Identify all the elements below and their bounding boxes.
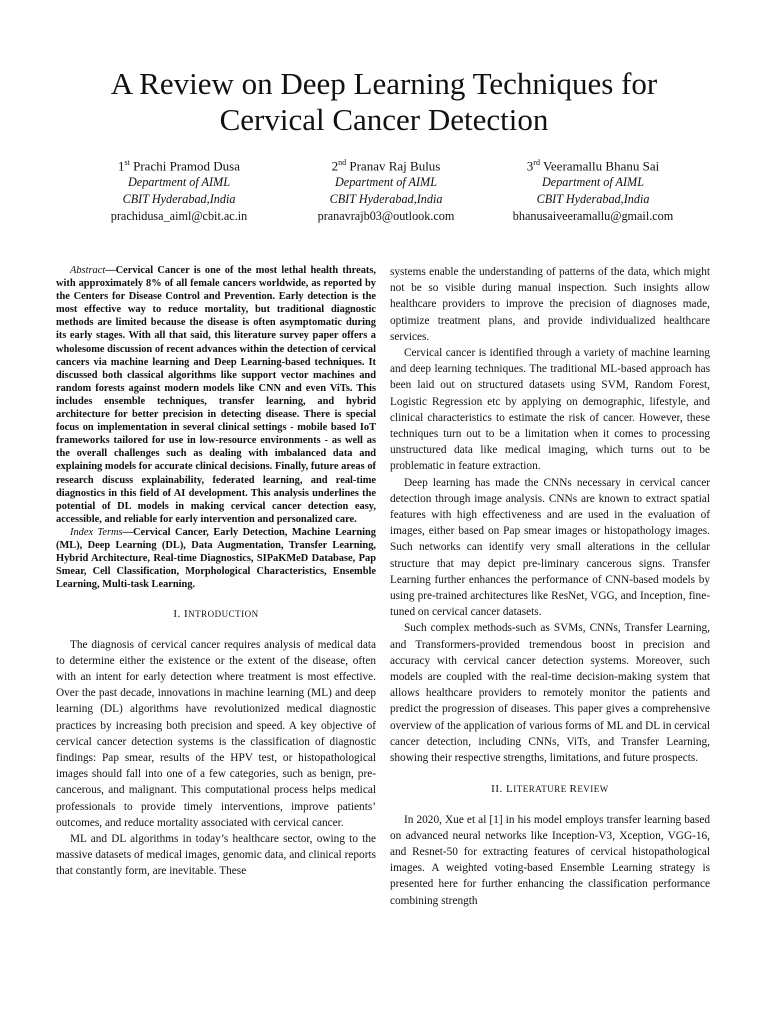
title-line-1: A Review on Deep Learning Techniques for bbox=[110, 66, 658, 101]
author-2 bbox=[283, 154, 489, 225]
abstract bbox=[56, 264, 376, 526]
author-3 bbox=[490, 154, 696, 225]
left-column bbox=[56, 264, 376, 880]
heading-numeral: II. L bbox=[491, 783, 514, 796]
title-line-2: Cervical Cancer Detection bbox=[219, 102, 549, 137]
heading-smallcaps-2: EVIEW bbox=[577, 784, 609, 795]
author-department: Department of AIML bbox=[127, 175, 230, 190]
author-name: Pranav Raj Bulus bbox=[349, 158, 441, 174]
author-institution: CBIT Hyderabad,India bbox=[122, 192, 236, 207]
index-terms bbox=[56, 526, 376, 591]
intro-paragraph-5: Deep learning has made the CNNs necessary in cervical cancer detection through image analysis. CNNs are known to extract spatial features with high effectiveness and are used in the evaluation of images, either based on Pap smear images or histopathology images. Such networks can identify very small alterations in the cellular structure that may depict pre-liminary cancerous signs. Transfer Learning further enhances the performance of CNN-based models by using pre-trained architectures like ResNet, VGG, and Inception, fine-tuned on cervical cancer datasets. bbox=[390, 476, 710, 619]
author-ordinal-suffix: st bbox=[124, 158, 130, 167]
index-terms-label: Index Terms bbox=[70, 526, 123, 538]
author-ordinal-suffix: nd bbox=[338, 158, 347, 167]
right-column bbox=[390, 264, 710, 909]
literature-paragraph-1: In 2020, Xue et al [1] in his model employs transfer learning based on advanced neural networks like Inception-V3, Xception, VGG-16, and Resnet-50 for extracting features of cervical histopathological images. A weighted voting-based Ensemble Learning strategy is presented here for further enhancing the classification performance combining strength bbox=[390, 813, 710, 907]
author-ordinal: 3 bbox=[526, 158, 534, 174]
intro-paragraph-2: ML and DL algorithms in today’s healthcare sector, owing to the massive datasets of medical images, genomic data, and clinical reports that constantly form, are inevitable. These bbox=[56, 832, 376, 878]
author-name: Veeramallu Bhanu Sai bbox=[542, 158, 660, 174]
heading-smallcaps: ITERATURE bbox=[513, 784, 570, 795]
author-email: bhanusaiveeramallu@gmail.com bbox=[512, 209, 674, 224]
author-ordinal-suffix: rd bbox=[533, 158, 540, 167]
index-terms-text: —Cervical Cancer, Early Detection, Machine Learning (ML), Deep Learning (DL), Data Augmentation, Transfer Learning, Hybrid Architecture, Real-time Diagnostics, SIPaKMeD Database, Pap Smear, Cell Classification, Morphological Characteristics, Ensemble Learning, Multi-task Learning. bbox=[56, 526, 376, 591]
abstract-label: Abstract bbox=[70, 265, 106, 276]
section-heading-introduction bbox=[56, 606, 376, 622]
author-department: Department of AIML bbox=[334, 175, 437, 190]
author-ordinal: 1 bbox=[118, 158, 125, 174]
author-department: Department of AIML bbox=[541, 175, 644, 190]
intro-paragraph-4: Cervical cancer is identified through a variety of machine learning and deep learning techniques. The traditional ML-based approach has been laid out on structured datasets using SVM, Random Forest, Logistic Regression etc by applying on demographic, lifestyle, and clinical characteristics to estimate the risk of cancer. However, these techniques turn out to be a limitation when it comes to processing unstructured data like medical imaging, which turns out to be problematic in feature extraction. bbox=[390, 347, 710, 473]
heading-capital: R bbox=[569, 783, 578, 796]
heading-smallcaps: NTRODUCTION bbox=[188, 609, 259, 620]
intro-paragraph-1: The diagnosis of cervical cancer requires analysis of medical data to determine either the existence or the extent of the disease, often with an intent for early detection where treatment is most effective. Over the past decade, innovations in machine learning (ML) and deep learning (DL) algorithms have revolutionized medical diagnostic practices by increasing both precision and speed. A key objective of cervical cancer detection systems is the classification of diagnostic findings: Pap smear, results of the HPV test, or histopathological images should fall into one of a few categories, such as benign, pre-cancerous, and malignant. This computational process helps medical professionals to provide timely interventions, improve patients’ outcomes, and reduce mortality associated with cervical cancer. bbox=[56, 638, 376, 829]
author-1 bbox=[76, 154, 282, 225]
author-institution: CBIT Hyderabad,India bbox=[536, 192, 650, 207]
paper-title bbox=[0, 66, 768, 138]
author-ordinal: 2 bbox=[331, 158, 339, 174]
author-email: pranavrajb03@outlook.com bbox=[317, 209, 455, 224]
abstract-text: —Cervical Cancer is one of the most lethal health threats, with approximately 8% of all female cancers worldwide, as reported by the Centers for Disease Control and Prevention. Early detection is the most effective way to reduce mortality, but traditional diagnostic methods are limited because the disease is often asymptomatic during its early stages. With all that said, this literature survey paper offers a wholesome discussion of recent advances within the detection of cervical cancers via machine learning and Deep Learning-based techniques. It discussed both classical algorithms like support vector machines and random forests against modern models like CNN and even ViTs. This includes ensemble techniques, transfer learning, and hybrid architecture for better precision in detecting disease. There is special focus on implementation in several clinical settings - mobile based IoT frameworks tailored for use in low-resource environments - as well as the overall challenges such as dealing with imbalanced data and explaining models for accurate clinical decisions. Finally, future areas of research discuss explainability, federated learning, and real-time diagnostics in this field of AI development. This analysis underlines the potential of DL models in making cervical cancer detection easy, accessible, and reliable for early intervention and personalized care. bbox=[56, 265, 376, 525]
intro-paragraph-3: systems enable the understanding of patterns of the data, which might not be so visible during manual inspection. Such insights allow healthcare providers to improve the precision of diagnoses made, optimize treatment plans, and provide individualized healthcare services. bbox=[390, 266, 710, 343]
author-name: Prachi Pramod Dusa bbox=[133, 158, 240, 174]
intro-paragraph-6: Such complex methods-such as SVMs, CNNs, Transfer Learning, and Transformers-provided tremendous boost in precision and accuracy with cervical cancer detection systems. Moreover, such models are coupled with the real-time decision-making system that allows healthcare providers to remotely monitor the patients and predict the progression of diseases. This paper gives a comprehensive overview of the application of various forms of ML and DL in cervical cancer detection, including CNNs, ViTs, and Transfer Learning, showing their respective strengths, limitations, and future prospects. bbox=[390, 622, 710, 765]
author-institution: CBIT Hyderabad,India bbox=[329, 192, 443, 207]
author-email: prachidusa_aiml@cbit.ac.in bbox=[110, 209, 248, 224]
author-block bbox=[76, 154, 696, 225]
section-heading-literature-review bbox=[390, 781, 710, 797]
heading-numeral: I. I bbox=[173, 608, 189, 621]
